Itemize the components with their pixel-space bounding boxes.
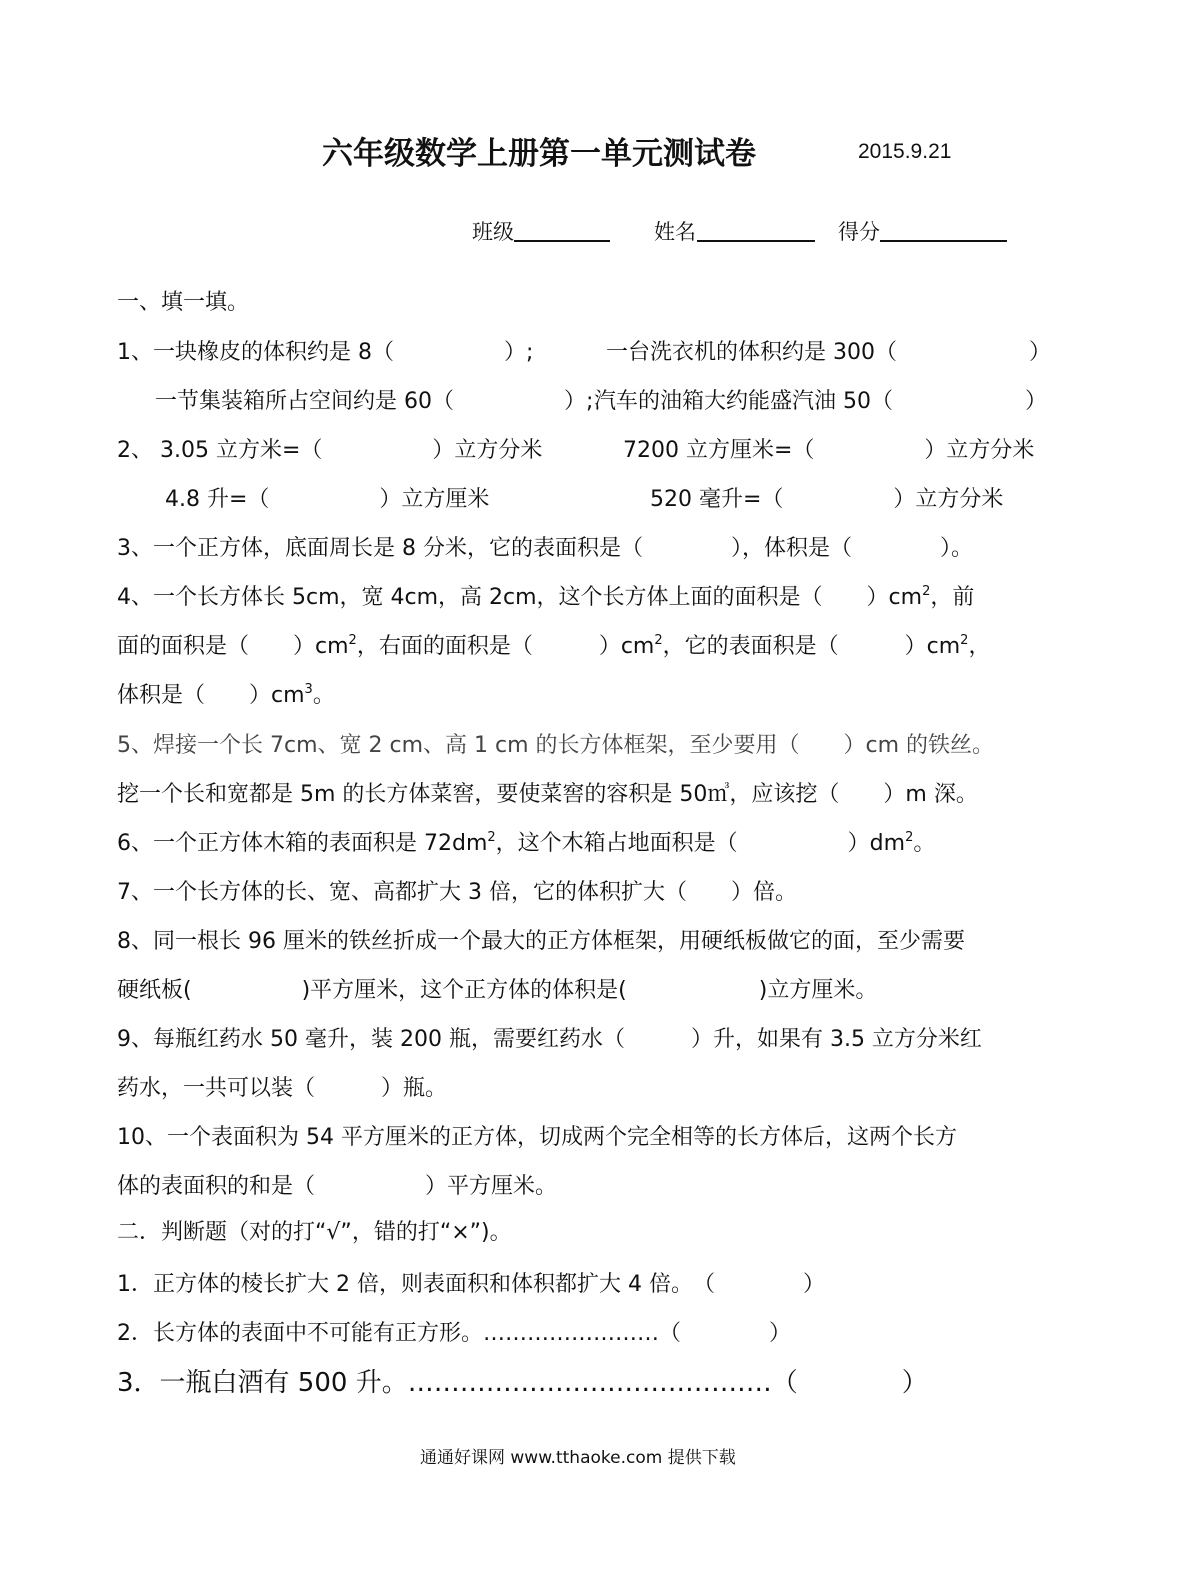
q4-line1-end: ，前 <box>930 585 975 610</box>
footer-text: 通通好课网 www.tthaoke.com 提供下载 <box>420 1448 736 1468</box>
q6-b: ，这个木箱占地面积是（ ）dm <box>495 831 906 856</box>
page-title: 六年级数学上册第一单元测试卷 <box>322 136 756 172</box>
q4-line3 <box>117 678 335 709</box>
q4-line2-end: ， <box>968 634 991 659</box>
q4-line3-end: 。 <box>312 683 335 708</box>
section-2-heading: 二．判断题（对的打“√”，错的打“×”)。 <box>117 1220 512 1245</box>
q1-line2-b: 汽车的油箱大约能盛汽油 50（ ） <box>594 389 1047 414</box>
q5-line1: 5、焊接一个长 7cm、宽 2 cm、高 1 cm 的长方体框架，至少要用（ ）cm 的铁丝。 <box>117 733 995 758</box>
q9-line2: 药水，一共可以装（ ）瓶。 <box>117 1076 448 1101</box>
q9-line1: 9、每瓶红药水 50 毫升，装 200 瓶，需要红药水（ ）升，如果有 3.5 立方分米红 <box>117 1027 982 1052</box>
q2-line1-a: 2、 3.05 立方米=（ ）立方分米 <box>117 438 543 463</box>
superscript-2: 2 <box>905 830 914 845</box>
name-field[interactable] <box>697 240 815 242</box>
class-field[interactable] <box>514 240 610 242</box>
q4-line3-text: 体积是（ ）cm <box>117 683 305 708</box>
q1-line2-a: 一节集装箱所占空间约是 60（ ）; <box>155 389 594 414</box>
q2-line1-b: 7200 立方厘米=（ ）立方分米 <box>623 438 1035 463</box>
q2-line2-a: 4.8 升=（ ）立方厘米 <box>165 487 490 512</box>
superscript-2: 2 <box>922 584 931 599</box>
q1-line1-a: 1、一块橡皮的体积约是 8（ ）; <box>117 340 534 365</box>
q6-end: 。 <box>913 831 936 856</box>
q10-line1: 10、一个表面积为 54 平方厘米的正方体，切成两个完全相等的长方体后，这两个长方 <box>117 1125 957 1150</box>
exam-date: 2015.9.21 <box>858 140 952 163</box>
q2-line2-b: 520 毫升=（ ）立方分米 <box>650 487 1004 512</box>
q6 <box>117 826 935 857</box>
superscript-2: 2 <box>487 830 496 845</box>
superscript-2: 2 <box>654 633 663 648</box>
q3: 3、一个正方体，底面周长是 8 分米，它的表面积是（ ），体积是（ ）。 <box>117 536 973 561</box>
q7: 7、一个长方体的长、宽、高都扩大 3 倍，它的体积扩大（ ）倍。 <box>117 880 797 905</box>
judge-item-3: 3．一瓶白酒有 500 升。……………………………………（ ） <box>117 1368 928 1398</box>
class-label: 班级 <box>472 220 514 244</box>
q8-line2: 硬纸板( )平方厘米，这个正方体的体积是( )立方厘米。 <box>117 978 878 1003</box>
judge-item-2: 2．长方体的表面中不可能有正方形。……………………（ ） <box>117 1321 791 1346</box>
score-field[interactable] <box>880 240 1007 242</box>
judge-item-1: 1．正方体的棱长扩大 2 倍，则表面积和体积都扩大 4 倍。 （ ） <box>117 1272 825 1297</box>
score-label: 得分 <box>838 220 880 244</box>
superscript-2: 2 <box>348 633 357 648</box>
q4-line1-text: 4、一个长方体长 5cm，宽 4cm，高 2cm，这个长方体上面的面积是（ ）cm <box>117 585 923 610</box>
q10-line2: 体的表面积的和是（ ）平方厘米。 <box>117 1174 558 1199</box>
q1-line1-b: 一台洗衣机的体积约是 300（ ） <box>606 340 1051 365</box>
superscript-2: 2 <box>960 633 969 648</box>
q4-line2 <box>117 629 990 660</box>
q4-line2-c: ，它的表面积是（ ）cm <box>662 634 961 659</box>
q8-line1: 8、同一根长 96 厘米的铁丝折成一个最大的正方体框架，用硬纸板做它的面，至少需要 <box>117 929 965 954</box>
q4-line2-b: ，右面的面积是（ ）cm <box>356 634 655 659</box>
q4-line1 <box>117 580 974 611</box>
q5-line2: 挖一个长和宽都是 5m 的长方体菜窖，要使菜窖的容积是 50㎥，应该挖（ ）m 深。 <box>117 782 978 807</box>
name-label: 姓名 <box>654 220 696 244</box>
superscript-3: 3 <box>304 682 313 697</box>
section-1-heading: 一、填一填。 <box>117 290 250 315</box>
q4-line2-a: 面的面积是（ ）cm <box>117 634 349 659</box>
q6-a: 6、一个正方体木箱的表面积是 72dm <box>117 831 488 856</box>
